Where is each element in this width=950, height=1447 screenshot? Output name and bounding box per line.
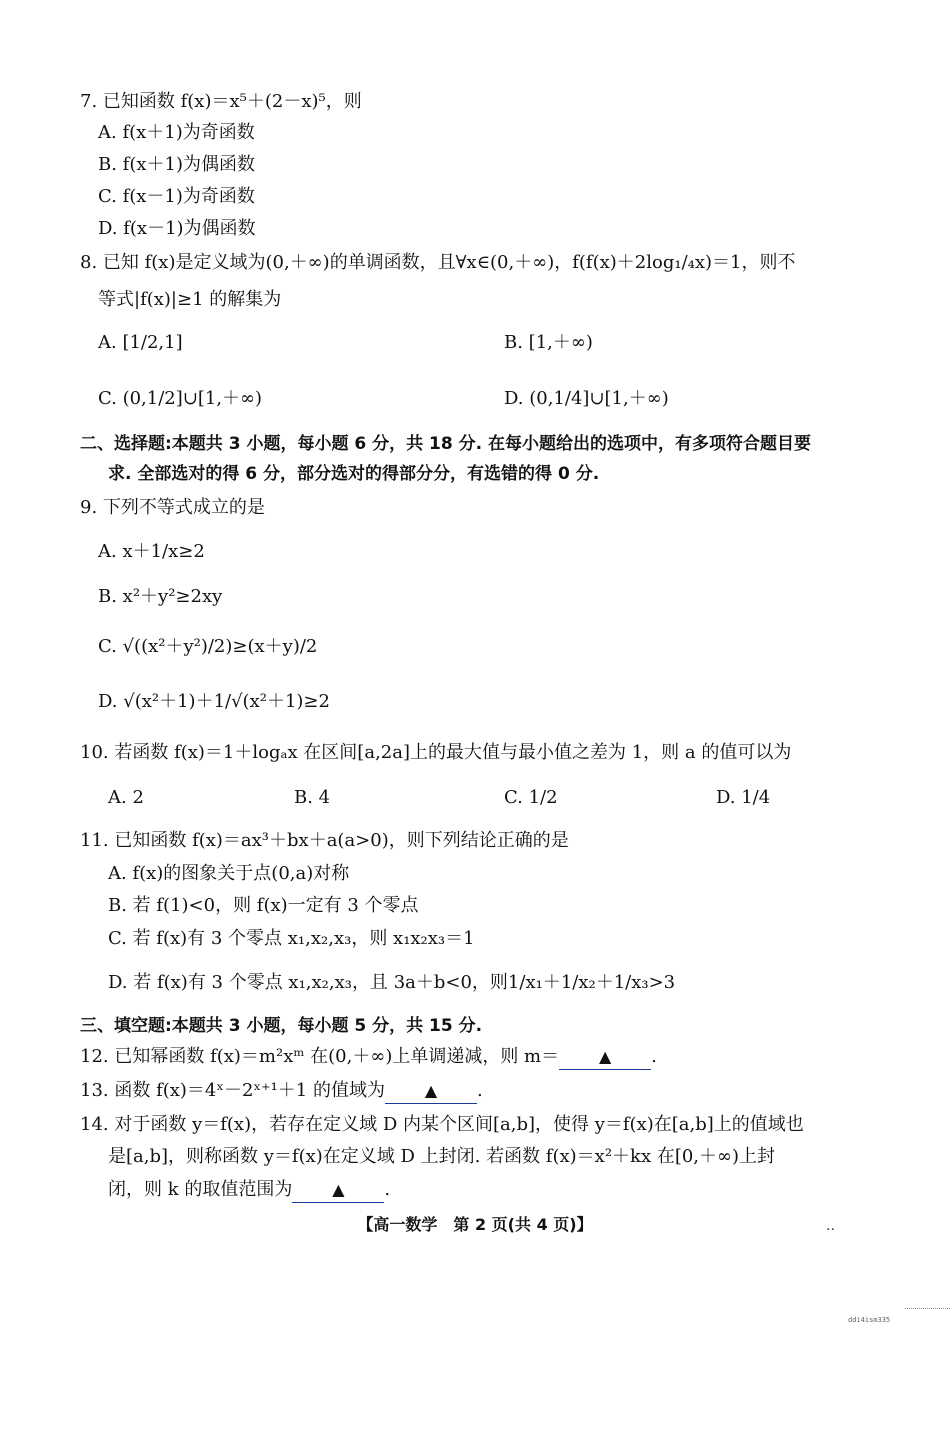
q7-option-b: B. f(x＋1)为偶函数 bbox=[98, 154, 255, 175]
q8-option-d: D. (0,1/4]∪[1,＋∞) bbox=[504, 388, 669, 409]
q12-triangle-mark: ▲ bbox=[598, 1047, 612, 1066]
q8-option-a: A. [1/2,1] bbox=[98, 332, 183, 353]
q8-option-b: B. [1,＋∞) bbox=[504, 332, 593, 353]
q7-stem: 7. 已知函数 f(x)＝x⁵＋(2－x)⁵，则 bbox=[80, 91, 362, 112]
q13-stem bbox=[80, 1079, 483, 1104]
q13-end: . bbox=[476, 1080, 483, 1101]
q8-stem-line1: 8. 已知 f(x)是定义域为(0,＋∞)的单调函数，且∀x∈(0,＋∞)，f(f(x)＋2log₁/₄x)＝1，则不 bbox=[80, 252, 796, 273]
section3-header: 三、填空题:本题共 3 小题，每小题 5 分，共 15 分. bbox=[80, 1016, 483, 1036]
q14-line1: 14. 对于函数 y＝f(x)，若存在定义域 D 内某个区间[a,b]，使得 y＝f(x)在[a,b]上的值域也 bbox=[80, 1114, 804, 1135]
q10-stem: 10. 若函数 f(x)＝1＋logₐx 在区间[a,2a]上的最大值与最小值之差为 1，则 a 的值可以为 bbox=[80, 742, 792, 763]
q9-option-b: B. x²＋y²≥2xy bbox=[98, 586, 223, 607]
q11-option-b: B. 若 f(1)<0，则 f(x)一定有 3 个零点 bbox=[108, 895, 419, 916]
q9-option-a: A. x＋1/x≥2 bbox=[98, 541, 205, 562]
q11-option-c: C. 若 f(x)有 3 个零点 x₁,x₂,x₃，则 x₁x₂x₃＝1 bbox=[108, 928, 475, 949]
q8-stem-line2: 等式|f(x)|≥1 的解集为 bbox=[98, 289, 282, 310]
q14-line3-text: 闭，则 k 的取值范围为 bbox=[108, 1179, 293, 1200]
q7-option-a: A. f(x＋1)为奇函数 bbox=[98, 122, 255, 143]
q10-option-b: B. 4 bbox=[294, 787, 331, 808]
q12-stem bbox=[80, 1045, 657, 1070]
q14-answer-blank[interactable] bbox=[292, 1178, 384, 1203]
q9-stem: 9. 下列不等式成立的是 bbox=[80, 497, 265, 518]
q11-option-d: D. 若 f(x)有 3 个零点 x₁,x₂,x₃，且 3a＋b<0，则1/x₁＋1/x₂＋1/x₃>3 bbox=[108, 972, 676, 993]
q14-line3 bbox=[108, 1178, 390, 1203]
footer-dots: .. bbox=[826, 1218, 835, 1234]
page-footer: 【高一数学 第 2 页(共 4 页)】 bbox=[357, 1215, 593, 1234]
q9-option-c: C. √((x²＋y²)/2)≥(x＋y)/2 bbox=[98, 636, 318, 657]
section2-header-line2: 求. 全部选对的得 6 分，部分选对的得部分分，有选错的得 0 分. bbox=[108, 464, 600, 484]
q10-option-d: D. 1/4 bbox=[716, 787, 771, 808]
q14-triangle-mark: ▲ bbox=[332, 1180, 345, 1199]
q14-end: . bbox=[384, 1179, 391, 1200]
q14-line2: 是[a,b]，则称函数 y＝f(x)在定义域 D 上封闭. 若函数 f(x)＝x²＋kx 在[0,＋∞)上封 bbox=[108, 1146, 776, 1167]
scan-dotted-line bbox=[905, 1308, 950, 1309]
section2-header-line1: 二、选择题:本题共 3 小题，每小题 6 分，共 18 分. 在每小题给出的选项中，有多项符合题目要 bbox=[80, 434, 811, 454]
q13-answer-blank[interactable] bbox=[385, 1079, 477, 1104]
q11-option-a: A. f(x)的图象关于点(0,a)对称 bbox=[108, 863, 350, 884]
q12-answer-blank[interactable] bbox=[559, 1045, 651, 1070]
q13-stem-text: 13. 函数 f(x)＝4ˣ－2ˣ⁺¹＋1 的值域为 bbox=[80, 1080, 385, 1101]
q7-option-d: D. f(x－1)为偶函数 bbox=[98, 218, 256, 239]
q10-option-c: C. 1/2 bbox=[504, 787, 558, 808]
q12-stem-text: 12. 已知幂函数 f(x)＝m²xᵐ 在(0,＋∞)上单调递减，则 m＝ bbox=[80, 1046, 560, 1067]
q12-end: . bbox=[651, 1046, 657, 1067]
q13-triangle-mark: ▲ bbox=[424, 1081, 438, 1100]
q9-option-d: D. √(x²＋1)＋1/√(x²＋1)≥2 bbox=[98, 691, 330, 712]
q8-option-c: C. (0,1/2]∪[1,＋∞) bbox=[98, 388, 263, 409]
q10-option-a: A. 2 bbox=[108, 787, 144, 808]
q11-stem: 11. 已知函数 f(x)＝ax³＋bx＋a(a>0)，则下列结论正确的是 bbox=[80, 830, 569, 851]
q7-option-c: C. f(x－1)为奇函数 bbox=[98, 186, 255, 207]
scan-mark: ddi4ism335 bbox=[848, 1316, 891, 1324]
